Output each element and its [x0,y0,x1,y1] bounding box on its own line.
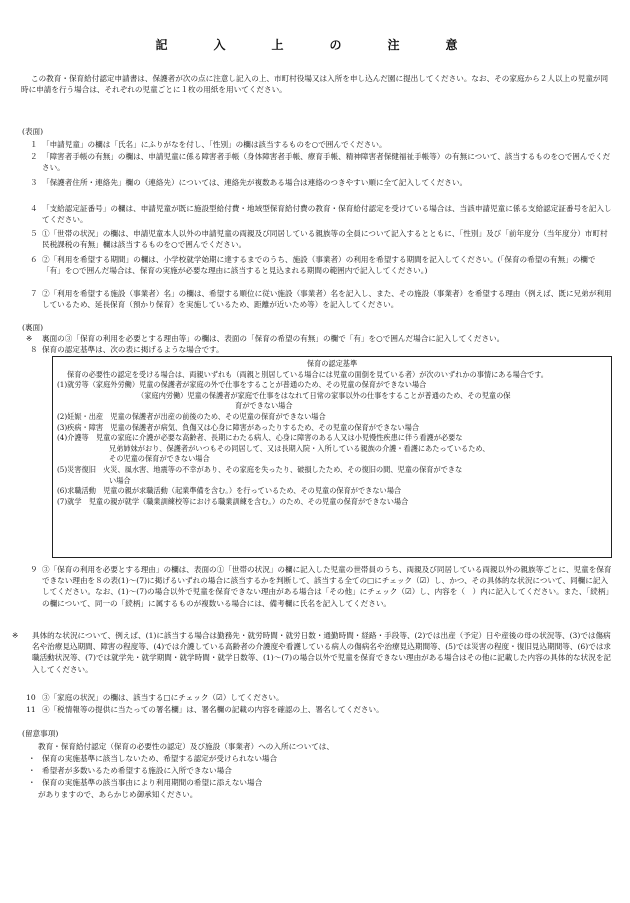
item-text: 保育の認定基準は、次の表に掲げるような場合です。 [42,345,224,354]
item-number: ３ [30,178,38,187]
bullet-text: 保育の実施基準に該当しないため、希望する認定が受けられない場合 [42,754,278,763]
item-number: ４ [30,204,38,213]
criteria-line: (6)求職活動 児童の親が求職活動（起業準備を含む。）を行っているため、その児童の保育ができない場合 [57,486,402,496]
item-text: ②「利用を希望する期間」の欄は、小学校就学始期に達するまでのうち、施設（事業者）の利用を希望する期間を記入してください。(「保育の希望の有無」の欄で「有」を○で囲んだ場合は、保育の実施が必要な理由に該当すると見込まれる期間の範囲内で記入してください。) [42,255,596,276]
criteria-line: （家庭内労働）児童の保護者が家庭で仕事をはなれて日常の家事以外の仕事をすることが普通のため、その児童の保 [137,390,511,400]
note-text: 裏面の③「保育の利用を必要とする理由等」の欄は、表面の「保育の希望の有無」の欄で「有」を○で囲んだ場合に記入してください。 [42,334,505,343]
remarks-bullet [22,753,618,765]
front-item-1 [22,139,618,151]
item-text: 「支給認定証番号」の欄は、申請児童が既に施設型給付費・地域型保育給付費の教育・保育給付認定を受けている場合は、当該申請児童に係る支給認定証番号を記入してください。 [42,204,612,225]
remarks-heading: (留意事項) [22,729,59,738]
criteria-line: 兄弟姉妹がおり、保護者がいつもその同居して、又は長期入院・入所している親族の介護・看護にあたっているため、 [109,443,490,453]
intro-paragraph: この教育・保育給付認定申請書は、保護者が次の点に注意し記入の上、市町村役場又は入所を申し込んだ園に提出してください。なお、その家庭から２人以上の児童が同時に申請を行う場合は、それぞれの児童ごとに１枚の用紙を用いてください。 [21,74,609,95]
item-number: ７ [30,289,38,298]
item-number: ８ [30,345,38,354]
bullet-mark: ・ [28,766,36,775]
criteria-line: (7)就学 児童の親が就学（職業訓練校等における職業訓練を含む。）のため、その児童の保育ができない場合 [57,496,409,506]
bullet-text: 希望者が多数いるため希望する施設に入所できない場合 [42,766,232,775]
remarks-lead: 教育・保育給付認定（保育の必要性の認定）及び施設（事業者）への入所については、 [38,742,334,751]
back-heading: (裏面) [22,323,44,332]
criteria-line: (3)疾病・障害 児童の保護者が病気、負傷又は心身に障害があったりするため、その児童の保育ができない場合 [57,422,420,432]
criteria-line: い場合 [109,475,131,485]
item-number: ５ [30,229,38,238]
remarks-bullet [22,765,618,777]
item-number: 11 [26,705,36,714]
asterisk-mark: ※ [26,334,33,343]
asterisk-mark: ※ [12,631,19,640]
back-item-9 [22,564,618,634]
item-number: ６ [30,255,38,264]
page-title: 記 入 上 の 注 意 [155,38,475,52]
back-item-11 [22,704,618,716]
item-number: １ [30,140,38,149]
front-item-2 [22,151,618,175]
bullet-text: 保育の実施基準の該当事由により利用期間の希望に添えない場合 [42,778,263,787]
item-text: 「障害者手帳の有無」の欄は、申請児童に係る障害者手帳（身体障害者手帳、療育手帳、精神障害者保健福祉手帳等）の有無について、該当するものを○で囲んでください。 [42,152,611,173]
item-text: 「保護者住所・連絡先」欄の（連絡先）については、連絡先が複数ある場合は連絡のつきやすい順に全て記入してください。 [42,178,468,187]
front-heading: (表面) [22,127,44,136]
front-item-3 [22,177,618,201]
back-item-10 [22,692,618,704]
front-item-7 [22,288,618,322]
criteria-line: その児童の保育ができない場合 [109,454,210,464]
criteria-line: (5)災害復旧 火災、風水害、地震等の不幸があり、その家庭を失ったり、破損したため、その復旧の間、児童の保育ができな [57,464,463,474]
criteria-lead: 保育の必要性の認定を受ける場合は、両親いずれも（両親と別居している場合には児童の面倒を見ている者）が次のいずれかの事情にある場合です。 [67,369,548,379]
item-text: ③「家庭の状況」の欄は、該当する□にチェック（☑）してください。 [42,693,284,702]
criteria-line: 育ができない場合 [235,401,293,411]
bullet-mark: ・ [28,778,36,787]
front-item-4 [22,203,618,227]
item-number: 10 [26,693,36,702]
criteria-title: 保育の認定基準 [306,359,358,368]
remarks-bullet [22,777,618,789]
criteria-line: (4)介護等 児童の家庭に介護が必要な高齢者、長期にわたる病人、心身に障害のある人又は小児慢性疾患に伴う看護が必要な [57,433,463,443]
criteria-table [52,356,612,558]
note-text: 具体的な状況について、例えば、(1)に該当する場合は勤務先・就労時間・就労日数・通勤時間・経路・手段等、(2)では出産（予定）日や産後の母の状況等、(3)では傷病名や治療見込期間、障害の程度等、(4)では介護している高齢者の介護度や看護している病人の傷病名や治療見込期間等、(5)では災害の程度・復旧見込期間等、(6)では求職活動状況等、(7)では就学先・就学期間・就学時間・就学日数等、(1)～(7)の場合以外で児童を保育できない理由がある場合はその他に記載した内容の具体的な状況を記入してください。 [32,631,612,674]
back-note-2 [12,630,618,690]
item-text: ②「利用を希望する施設（事業者）名」の欄は、希望する順位に従い施設（事業者）名を記入し、また、その施設（事業者）を希望する理由（例えば、既に兄弟が利用しているため、延長保育（預かり保育）を実施しているため、距離が近いため等）を記入してください。 [42,289,612,310]
item-number: ９ [30,565,38,574]
item-text: ①「世帯の状況」の欄は、申請児童本人以外の申請児童の両親及び同居している親族等の全員について記入するとともに、「性別」及び「前年度分（当年度分）市町村民税課税の有無」欄は該当するものを○で囲んでください。 [42,229,608,250]
item-text: ④「税情報等の提供に当たっての署名欄」は、署名欄の記載の内容を確認の上、署名してください。 [42,705,384,714]
criteria-line: (1)就労等（家庭外労働）児童の保護者が家庭の外で仕事をすることが普通のため、その児童の保育ができない場合 [57,380,427,390]
bullet-mark: ・ [28,754,36,763]
item-text: ③「保育の利用を必要とする理由」の欄は、表面の①「世帯の状況」の欄に記入した児童の世帯員のうち、両親及び同居している両親以外の親族等ごとに、児童を保育できない理由を８の表(1)～(7)に掲げるいずれの場合に該当するかを判断して、該当する全ての□にチェック（☑）し、かつ、その具体的な状況について、同欄に記入してください。なお、(1)～(7)の場合以外で児童を保育できない理由がある場合は「その他」にチェック（☑）し、内容を（ ）内に記入してください。また、「続柄」の欄について、同一の「続柄」に属するものが複数いる場合には、備考欄に氏名を記入してください。 [42,565,614,608]
item-number: ２ [30,152,38,161]
remarks-closing: がありますので、あらかじめ御承知ください。 [38,790,198,799]
criteria-line: (2)妊娠・出産 児童の保護者が出産の前後のため、その児童の保育ができない場合 [57,411,326,421]
front-item-5 [22,228,618,252]
item-text: 「申請児童」の欄は「氏名」にふりがなを付し、「性別」の欄は該当するものを○で囲んでください。 [42,140,387,149]
back-item-8 [22,344,618,356]
front-item-6 [22,254,618,288]
